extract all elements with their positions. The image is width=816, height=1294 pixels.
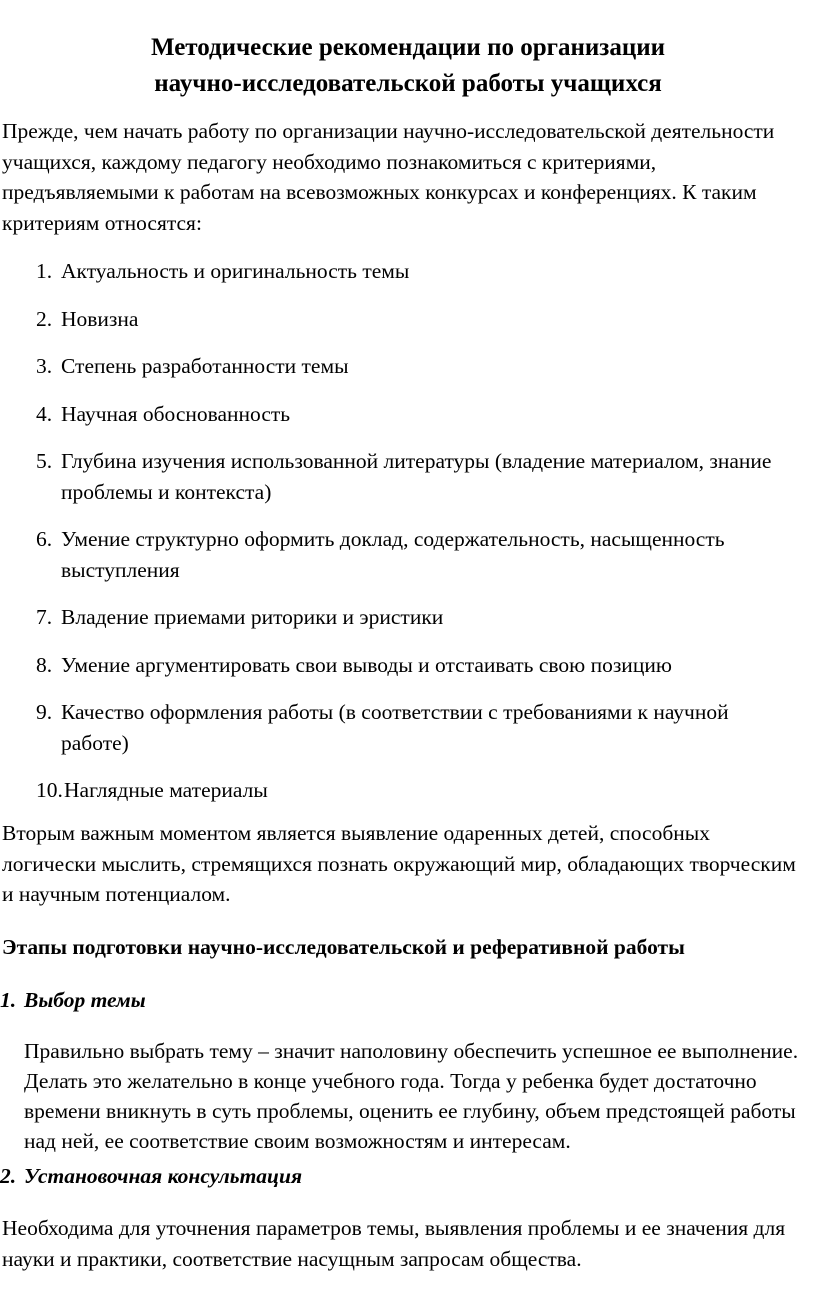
step-label: Выбор темы bbox=[24, 988, 146, 1012]
criteria-text: Научная обоснованность bbox=[61, 401, 291, 426]
criteria-item bbox=[0, 446, 816, 507]
step-heading-consultation bbox=[0, 1161, 400, 1191]
criteria-text: Актуальность и оригинальность темы bbox=[61, 259, 410, 283]
stages-heading: Этапы подготовки научно-исследовательской и реферативной работы bbox=[2, 935, 685, 959]
criteria-text: Качество оформления работы (в соответствии с требованиями к научной работе) bbox=[61, 700, 729, 755]
criteria-number: 6. bbox=[36, 527, 53, 551]
intro-paragraph: Прежде, чем начать работу по организации научно-исследовательской деятельности учащихся, каждому педагогу необходимо познакомиться с критериями, предъявляемыми к работам на всевозможных конкурсах и конференциях. К таким критериям относятся: bbox=[2, 119, 775, 235]
step-paragraph-consultation: Необходима для уточнения параметров темы, выявления проблемы и ее значения для науки и практики, соответствие насущным запросам общества. bbox=[2, 1216, 786, 1271]
criteria-text: Наглядные материалы bbox=[64, 778, 268, 802]
criteria-item bbox=[0, 775, 816, 806]
criteria-number: 2. bbox=[36, 306, 53, 331]
criteria-item bbox=[0, 524, 816, 585]
second-paragraph: Вторым важным моментом является выявление одаренных детей, способных логически мыслить, стремящихся познать окружающий мир, обладающих творческим и научным потенциалом. bbox=[2, 821, 796, 906]
criteria-item bbox=[0, 351, 816, 382]
criteria-item bbox=[0, 697, 816, 758]
criteria-text: Владение приемами риторики и эристики bbox=[61, 605, 444, 629]
criteria-text: Новизна bbox=[61, 306, 139, 331]
criteria-item bbox=[0, 602, 816, 633]
step-paragraph-topic-choice: Правильно выбрать тему – значит наполовину обеспечить успешное ее выполнение. Делать это желательно в конце учебного года. Тогда у ребенка будет достаточно времени вникнуть в суть проблемы, оценить ее глубину, объем предстоящей работы над ней, ее соответствие своим возможностям и интересам. bbox=[24, 1039, 799, 1153]
title-line-1: Методические рекомендации по организации bbox=[150, 34, 666, 61]
criteria-item bbox=[0, 304, 816, 335]
criteria-number: 4. bbox=[36, 401, 53, 426]
criteria-number: 7. bbox=[36, 605, 53, 629]
criteria-number: 9. bbox=[36, 700, 53, 724]
criteria-item bbox=[0, 650, 816, 681]
criteria-number: 3. bbox=[36, 354, 53, 378]
criteria-text: Умение аргументировать свои выводы и отстаивать свою позицию bbox=[61, 652, 672, 677]
criteria-item bbox=[0, 256, 816, 287]
criteria-number: 8. bbox=[36, 652, 53, 677]
criteria-text: Степень разработанности темы bbox=[61, 354, 349, 378]
criteria-item bbox=[0, 399, 816, 430]
page-title bbox=[0, 30, 816, 102]
criteria-number: 10. bbox=[36, 778, 63, 802]
title-line-2: научно-исследовательской работы учащихся bbox=[154, 70, 662, 97]
step-label: Установочная консультация bbox=[24, 1164, 303, 1188]
step-heading-topic-choice bbox=[0, 985, 400, 1015]
criteria-text: Умение структурно оформить доклад, содержательность, насыщенность выступления bbox=[61, 527, 725, 582]
step-number: 1. bbox=[0, 988, 17, 1012]
criteria-number: 1. bbox=[36, 259, 53, 283]
criteria-number: 5. bbox=[36, 449, 53, 473]
criteria-list bbox=[0, 256, 816, 823]
step-number: 2. bbox=[0, 1164, 17, 1188]
criteria-text: Глубина изучения использованной литературы (владение материалом, знание проблемы и контекста) bbox=[61, 449, 772, 504]
